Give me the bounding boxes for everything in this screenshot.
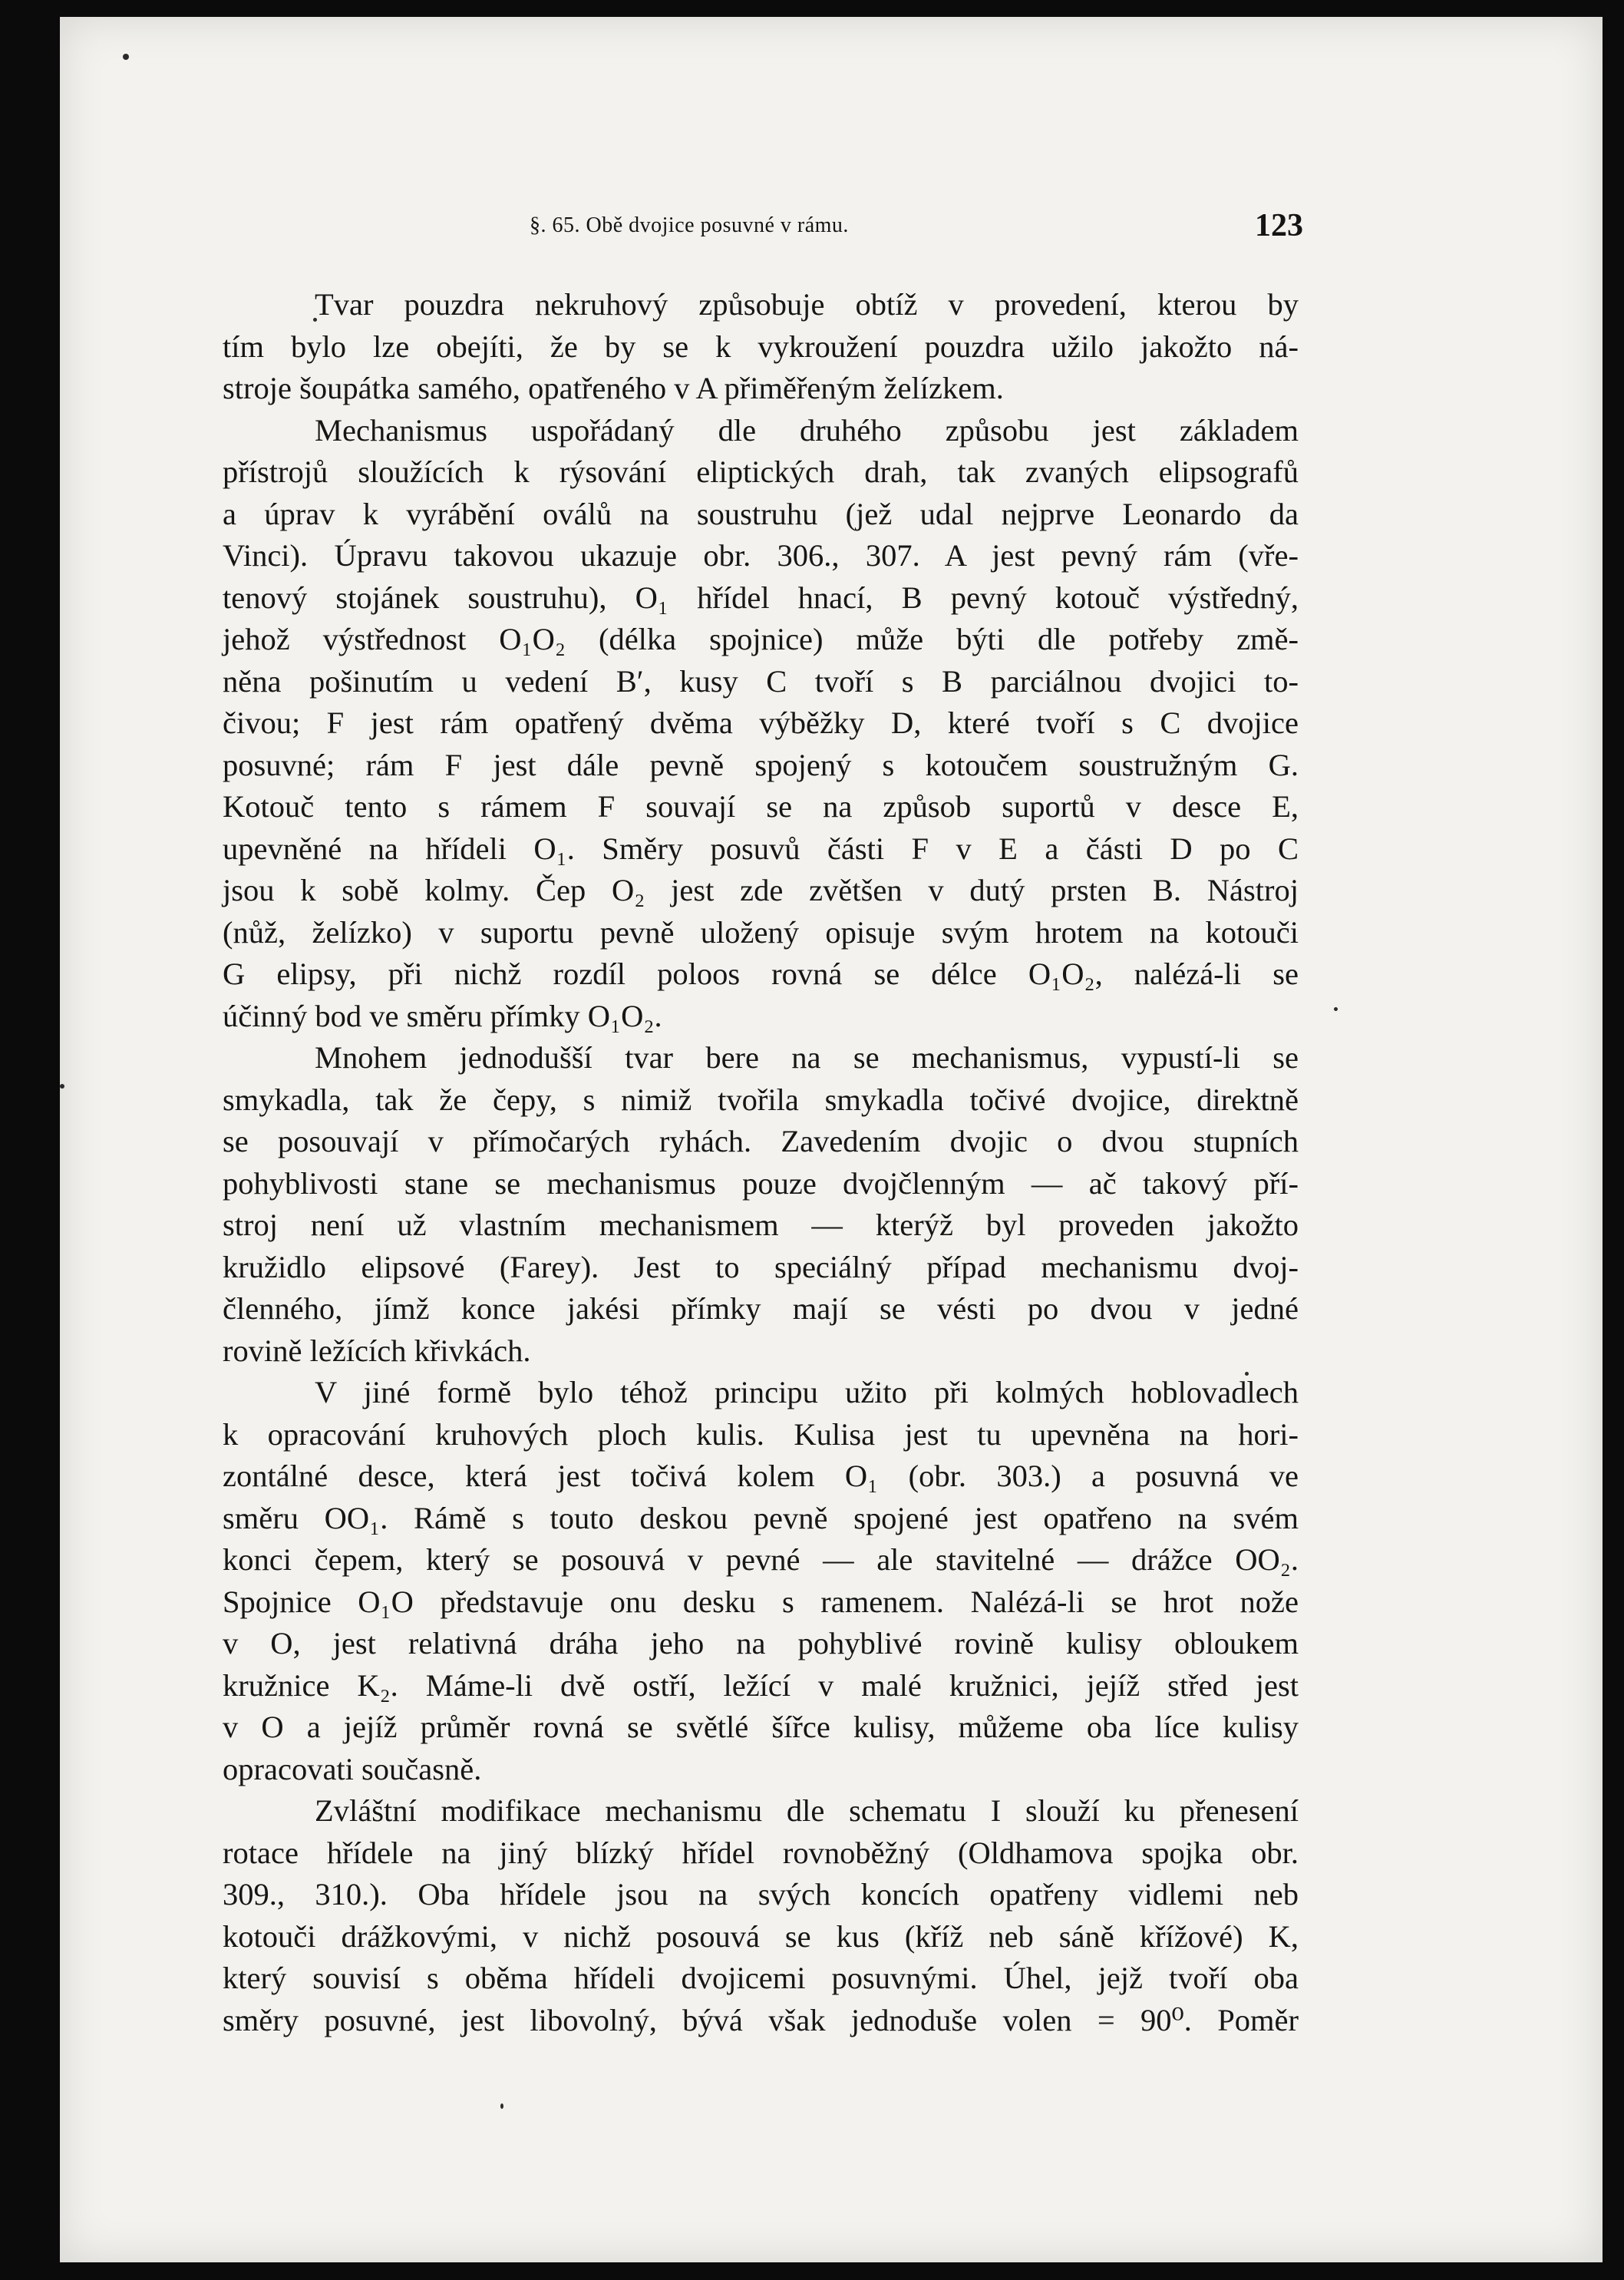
scan-speck (60, 1084, 64, 1089)
text-line: čivou; F jest rám opatřený dvěma výběžky D, které tvoří s C dvojice (223, 705, 1299, 740)
running-header: §. 65. Obě dvojice posuvné v rámu. (530, 213, 849, 237)
text-line: 309., 310.). Oba hřídele jsou na svých koncích opatřeny vidlemi neb (223, 1877, 1299, 1912)
text-line: kotouči drážkovými, v nichž posouvá se kus (kříž neb sáně křížové) K, (223, 1918, 1299, 1954)
text-line: Zvláštní modifikace mechanismu dle schematu I slouží ku přenesení (315, 1793, 1299, 1828)
text-line: se posouvají v přímočarých ryhách. Zavedením dvojic o dvou stupních (223, 1124, 1299, 1158)
text-line: přístrojů sloužících k rýsování eliptických drah, tak zvaných elipsografů (223, 454, 1299, 489)
paragraph (223, 284, 1299, 410)
text-line: opracovati současně. (223, 1751, 482, 1786)
text-line: posuvné; rám F jest dále pevně spojený s kotoučem soustružným G. (223, 747, 1299, 782)
text-line: Kotouč tento s rámem F souvají se na způsob suportů v desce E, (223, 789, 1299, 824)
text-line: rovině ležících křivkách. (223, 1333, 531, 1368)
text-line: účinný bod ve směru přímky O₁O₂. (223, 998, 662, 1033)
text-line: stroj není už vlastním mechanismem — kterýž byl proveden jakožto (223, 1208, 1299, 1242)
text-line: stroje šoupátka samého, opatřeného v A přiměřeným želízkem. (223, 371, 1004, 405)
text-line: Mnohem jednodušší tvar bere na se mechanismus, vypustí-li se (315, 1040, 1299, 1075)
paragraph (223, 410, 1299, 1038)
text-line: zontálné desce, která jest točivá kolem O₁ (obr. 303.) a posuvná ve (223, 1459, 1299, 1493)
text-line: V jiné formě bylo téhož principu užito při kolmých hoblovadlech (315, 1375, 1299, 1409)
text-line: tím bylo lze obejíti, že by se k vykroužení pouzdra užilo jakožto ná- (223, 329, 1299, 364)
text-line: upevněné na hřídeli O₁. Směry posuvů části F v E a části D po C (223, 831, 1299, 866)
body-text (223, 284, 1299, 2041)
text-line: členného, jímž konce jakési přímky mají se vésti po dvou v jedné (223, 1291, 1299, 1326)
text-line: směry posuvné, jest libovolný, bývá však jednoduše volen = 90⁰. Poměr (223, 2002, 1299, 2037)
text-line: rotace hřídele na jiný blízký hřídel rovnoběžný (Oldhamova spojka obr. (223, 1835, 1299, 1870)
scan-speck (1334, 1007, 1338, 1011)
scan-speck (500, 2103, 503, 2109)
text-line: k opracování kruhových ploch kulis. Kulisa jest tu upevněna na hori- (223, 1416, 1299, 1452)
text-line: Mechanismus uspořádaný dle druhého způsobu jest základem (315, 412, 1299, 448)
text-line: směru OO₁. Rámě s touto deskou pevně spojené jest opatřeno na svém (223, 1500, 1299, 1535)
text-line: Spojnice O₁O představuje onu desku s ramenem. Nalézá-li se hrot nože (223, 1584, 1299, 1619)
text-line: pohyblivosti stane se mechanismus pouze dvojčlenným — ač takový pří- (223, 1165, 1299, 1201)
paragraph (223, 1372, 1299, 1790)
paragraph (223, 1037, 1299, 1372)
text-line: Tvar pouzdra nekruhový způsobuje obtíž v provedení, kterou by (315, 287, 1299, 322)
text-line: tenový stojánek soustruhu), O₁ hřídel hnací, B pevný kotouč výstředný, (223, 580, 1299, 615)
text-line: kružnice K₂. Máme-li dvě ostří, ležící v malé kružnici, jejíž střed jest (223, 1667, 1299, 1703)
text-line: smykadla, tak že čepy, s nimiž tvořila smykadla točivé dvojice, direktně (223, 1082, 1299, 1117)
paragraph (223, 1790, 1299, 2041)
text-line: v O, jest relativná dráha jeho na pohyblivé rovině kulisy obloukem (223, 1626, 1299, 1660)
text-line: konci čepem, který se posouvá v pevné — ale stavitelné — drážce OO₂. (223, 1542, 1299, 1577)
text-line: Vinci). Úpravu takovou ukazuje obr. 306., 307. A jest pevný rám (vře- (223, 538, 1299, 573)
text-line: (nůž, želízko) v suportu pevně uložený opisuje svým hrotem na kotouči (223, 914, 1299, 950)
text-line: G elipsy, při nichž rozdíl poloos rovná se délce O₁O₂, nalézá-li se (223, 957, 1299, 991)
text-line: něna pošinutím u vedení B′, kusy C tvoří s B parciálnou dvojici to- (223, 663, 1299, 699)
page-number: 123 (1255, 208, 1303, 243)
text-line: v O a jejíž průměr rovná se světlé šířce kulisy, můžeme oba líce kulisy (223, 1710, 1299, 1744)
text-line: kružidlo elipsové (Farey). Jest to speciálný případ mechanismu dvoj- (223, 1249, 1299, 1284)
scan-speck (123, 54, 129, 60)
text-line: který souvisí s oběma hřídeli dvojicemi posuvnými. Úhel, jejž tvoří oba (223, 1961, 1299, 1995)
text-line: jehož výstřednost O₁O₂ (délka spojnice) může býti dle potřeby změ- (223, 622, 1299, 656)
text-line: a úprav k vyrábění oválů na soustruhu (jež udal nejprve Leonardo da (223, 496, 1299, 531)
text-line: jsou k sobě kolmy. Čep O₂ jest zde zvětšen v dutý prsten B. Nástroj (223, 873, 1299, 907)
